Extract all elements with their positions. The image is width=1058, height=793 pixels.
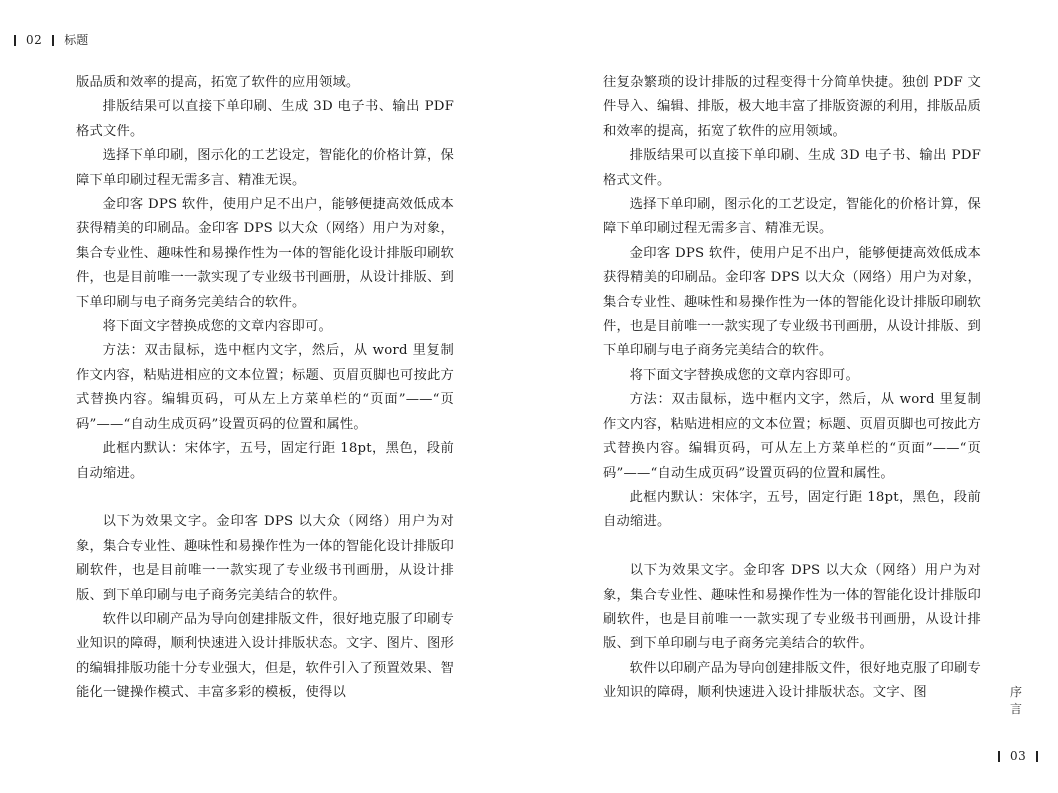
paragraph: 软件以印刷产品为导向创建排版文件，很好地克服了印刷专业知识的障碍，顺利快速进入设计排版状态。文字、图片、图形的编辑排版功能十分专业强大，但是，软件引入了预置效果、智能化一键操作模式、丰富多彩的模板，使得以 (76, 611, 454, 701)
side-label-char: 序 (1009, 685, 1022, 699)
paragraph: 软件以印刷产品为导向创建排版文件，很好地克服了印刷专业知识的障碍，顺利快速进入设计排版状态。文字、图 (603, 660, 981, 701)
footer-divider (1036, 751, 1038, 762)
side-label-char: 言 (1009, 702, 1022, 716)
paragraph: 排版结果可以直接下单印刷、生成 3D 电子书、输出 PDF 格式文件。 (603, 148, 981, 188)
paragraph: 此框内默认：宋体字，五号，固定行距 18pt，黑色，段前自动缩进。 (76, 441, 454, 481)
paragraph: 此框内默认：宋体字，五号，固定行距 18pt，黑色，段前自动缩进。 (603, 489, 981, 530)
paragraph: 金印客 DPS 软件，使用户足不出户，能够便捷高效低成本获得精美的印刷品。金印客 DPS 以大众（网络）用户为对象，集合专业性、趣味性和易操作性为一体的智能化设计排版印刷软件，也是目前唯一一款实现了专业级书刊画册，从设计排版、到下单印刷与电子商务完美结合的软件。 (603, 245, 981, 359)
header-title: 标题 (64, 33, 89, 47)
paragraph-spacer (603, 535, 981, 559)
paragraph: 以下为效果文字。金印客 DPS 以大众（网络）用户为对象，集合专业性、趣味性和易操作性为一体的智能化设计排版印刷软件，也是目前唯一一款实现了专业级书刊画册，从设计排版、到下单印刷与电子商务完美结合的软件。 (76, 514, 454, 603)
paragraph: 将下面文字替换成您的文章内容即可。 (629, 367, 860, 383)
header-divider (52, 35, 54, 46)
left-text-column (76, 71, 454, 706)
footer-divider (998, 751, 1000, 762)
header-page-number: 02 (26, 33, 43, 47)
paragraph: 排版结果可以直接下单印刷、生成 3D 电子书、输出 PDF 格式文件。 (76, 99, 454, 139)
header-divider (14, 35, 16, 46)
side-section-label (1009, 684, 1023, 718)
page-footer (998, 748, 1038, 764)
paragraph: 选择下单印刷，图示化的工艺设定，智能化的价格计算，保障下单印刷过程无需多言、精准无误。 (603, 197, 981, 237)
paragraph: 往复杂繁琐的设计排版的过程变得十分简单快捷。独创 PDF 文件导入、编辑、排版，极大地丰富了排版资源的利用，排版品质和效率的提高，拓宽了软件的应用领域。 (603, 75, 981, 139)
right-text-column (603, 71, 981, 706)
paragraph: 方法：双击鼠标，选中框内文字，然后，从 word 里复制作文内容，粘贴进相应的文本位置；标题、页眉页脚也可按此方式替换内容。编辑页码，可从左上方菜单栏的“页面”——“页码”——“自动生成页码”设置页码的位置和属性。 (76, 343, 454, 432)
paragraph: 将下面文字替换成您的文章内容即可。 (102, 319, 333, 335)
paragraph: 选择下单印刷，图示化的工艺设定，智能化的价格计算，保障下单印刷过程无需多言、精准无误。 (76, 148, 454, 188)
paragraph: 方法：双击鼠标，选中框内文字，然后，从 word 里复制作文内容，粘贴进相应的文本位置；标题、页眉页脚也可按此方式替换内容。编辑页码，可从左上方菜单栏的“页面”——“页码”——“自动生成页码”设置页码的位置和属性。 (603, 392, 981, 481)
paragraph: 版品质和效率的提高，拓宽了软件的应用领域。 (76, 75, 360, 90)
footer-page-number: 03 (1010, 749, 1027, 763)
paragraph: 以下为效果文字。金印客 DPS 以大众（网络）用户为对象，集合专业性、趣味性和易操作性为一体的智能化设计排版印刷软件，也是目前唯一一款实现了专业级书刊画册，从设计排版、到下单印刷与电子商务完美结合的软件。 (603, 563, 981, 652)
page-header (14, 32, 88, 48)
paragraph-spacer (76, 486, 454, 510)
paragraph: 金印客 DPS 软件，使用户足不出户，能够便捷高效低成本获得精美的印刷品。金印客 DPS 以大众（网络）用户为对象，集合专业性、趣味性和易操作性为一体的智能化设计排版印刷软件，也是目前唯一一款实现了专业级书刊画册，从设计排版、到下单印刷与电子商务完美结合的软件。 (76, 197, 454, 310)
